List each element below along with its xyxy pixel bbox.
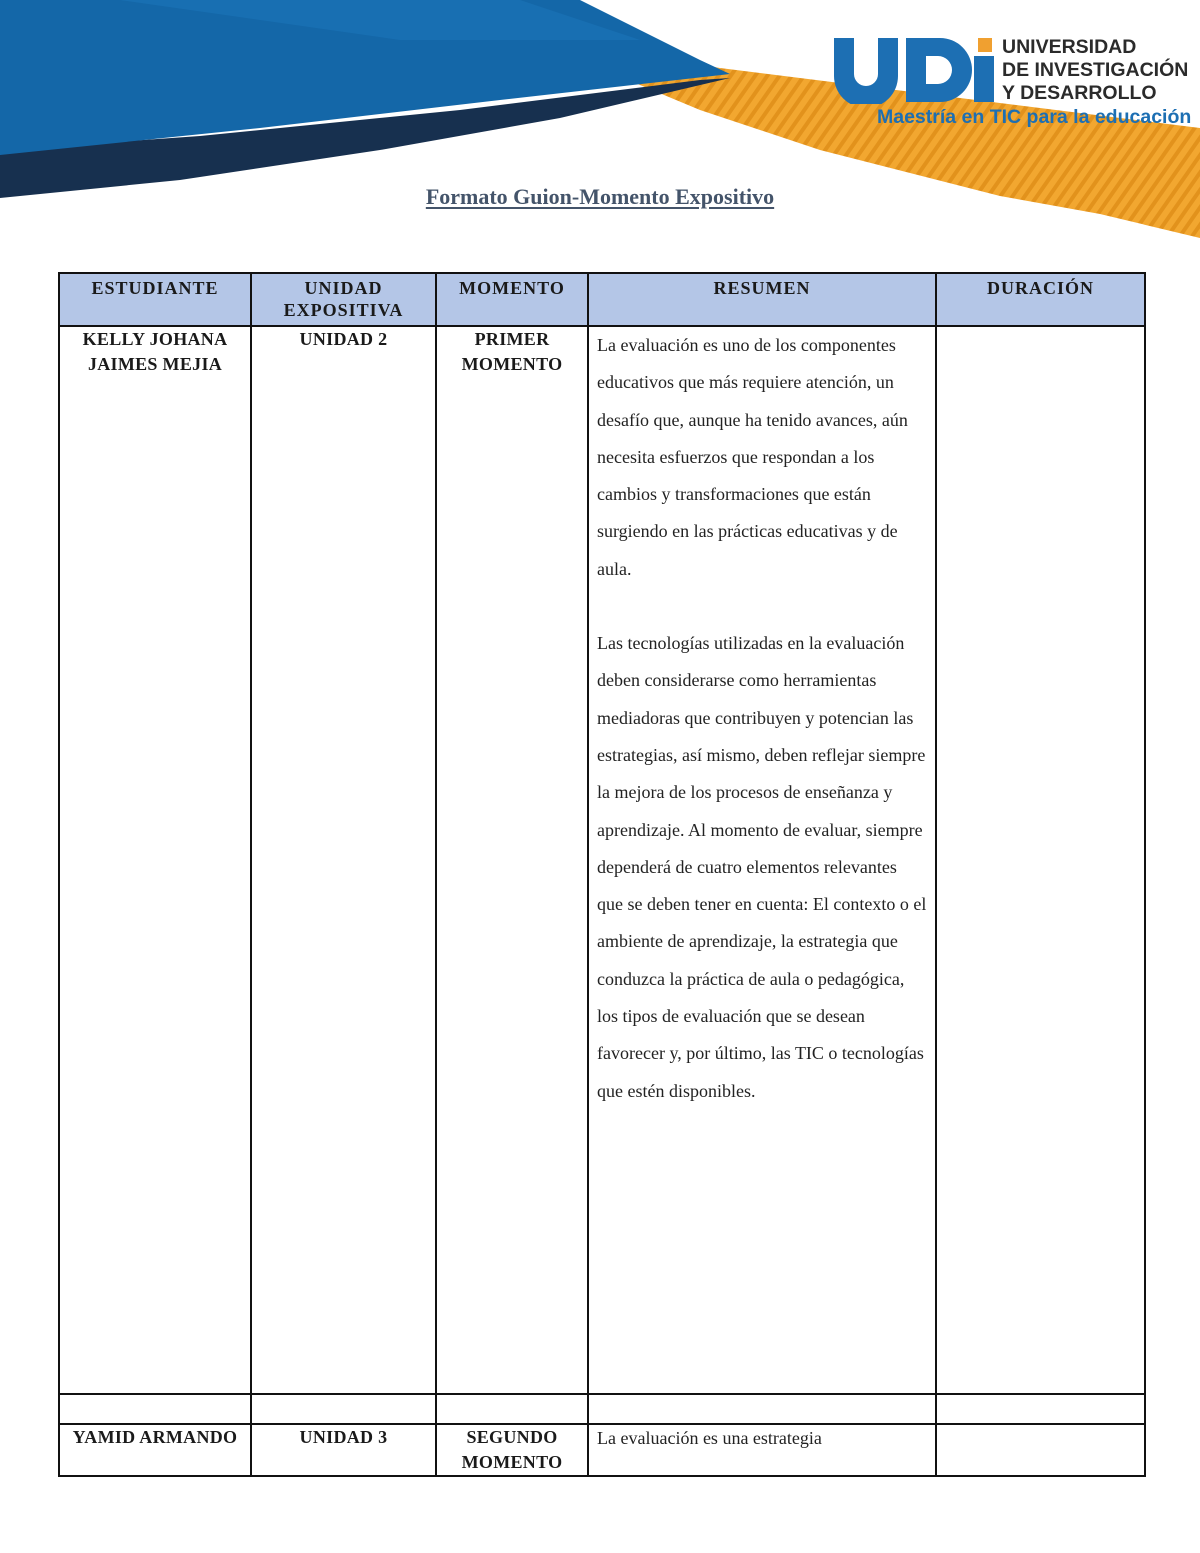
cell-estudiante bbox=[59, 1394, 251, 1424]
resumen-paragraph-1: La evaluación es uno de los componentes educativos que más requiere atención, un desafío que, aunque ha tenido avances, aún necesita esfuerzos que respondan a los cambios y transformaciones que están surgiendo en las prácticas educativas y de aula. bbox=[597, 335, 908, 579]
cell-duracion bbox=[936, 1394, 1145, 1424]
table-row-empty bbox=[59, 1394, 1145, 1424]
column-header-estudiante: ESTUDIANTE bbox=[59, 273, 251, 326]
udi-logo-icon bbox=[832, 32, 997, 104]
column-header-duracion: DURACIÓN bbox=[936, 273, 1145, 326]
table-row bbox=[59, 1424, 1145, 1476]
cell-unidad: UNIDAD 3 bbox=[251, 1424, 436, 1476]
guion-table bbox=[58, 272, 1146, 1477]
cell-momento bbox=[436, 1394, 588, 1424]
cell-unidad bbox=[251, 1394, 436, 1424]
cell-estudiante: YAMID ARMANDO bbox=[59, 1424, 251, 1476]
cell-duracion bbox=[936, 1424, 1145, 1476]
cell-momento: SEGUNDO MOMENTO bbox=[436, 1424, 588, 1476]
table-row bbox=[59, 326, 1145, 1394]
logo-name-line-1: UNIVERSIDAD bbox=[1002, 36, 1137, 58]
resumen-paragraph-2: Las tecnologías utilizadas en la evaluación deben considerarse como herramientas mediadoras que contribuyen y potencian las estrategias, así mismo, deben reflejar siempre la mejora de los procesos de enseñanza y aprendizaje. Al momento de evaluar, siempre dependerá de cuatro elementos relevantes que se deben tener en cuenta: El contexto o el ambiente de aprendizaje, la estrategia que conduzca la práctica de aula o pedagógica, los tipos de evaluación que se desean favorecer y, por último, las TIC o tecnologías que estén disponibles. bbox=[597, 633, 927, 1101]
cell-momento: PRIMER MOMENTO bbox=[436, 326, 588, 1394]
column-header-resumen: RESUMEN bbox=[588, 273, 936, 326]
cell-duracion bbox=[936, 326, 1145, 1394]
column-header-momento: MOMENTO bbox=[436, 273, 588, 326]
university-logo bbox=[832, 32, 1192, 137]
table-header-row bbox=[59, 273, 1145, 326]
cell-resumen: La evaluación es una estrategia bbox=[588, 1424, 936, 1476]
cell-unidad: UNIDAD 2 bbox=[251, 326, 436, 1394]
cell-resumen bbox=[588, 1394, 936, 1424]
column-header-unidad: UNIDAD EXPOSITIVA bbox=[251, 273, 436, 326]
logo-name-line-3: Y DESARROLLO bbox=[1002, 82, 1157, 104]
logo-name-line-2: DE INVESTIGACIÓN bbox=[1002, 59, 1189, 81]
cell-resumen bbox=[588, 326, 936, 1394]
logo-tagline: Maestría en TIC para la educación bbox=[877, 106, 1192, 128]
document-title: Formato Guion-Momento Expositivo bbox=[425, 184, 775, 209]
university-name bbox=[1002, 36, 1188, 105]
cell-estudiante: KELLY JOHANA JAIMES MEJIA bbox=[59, 326, 251, 1394]
